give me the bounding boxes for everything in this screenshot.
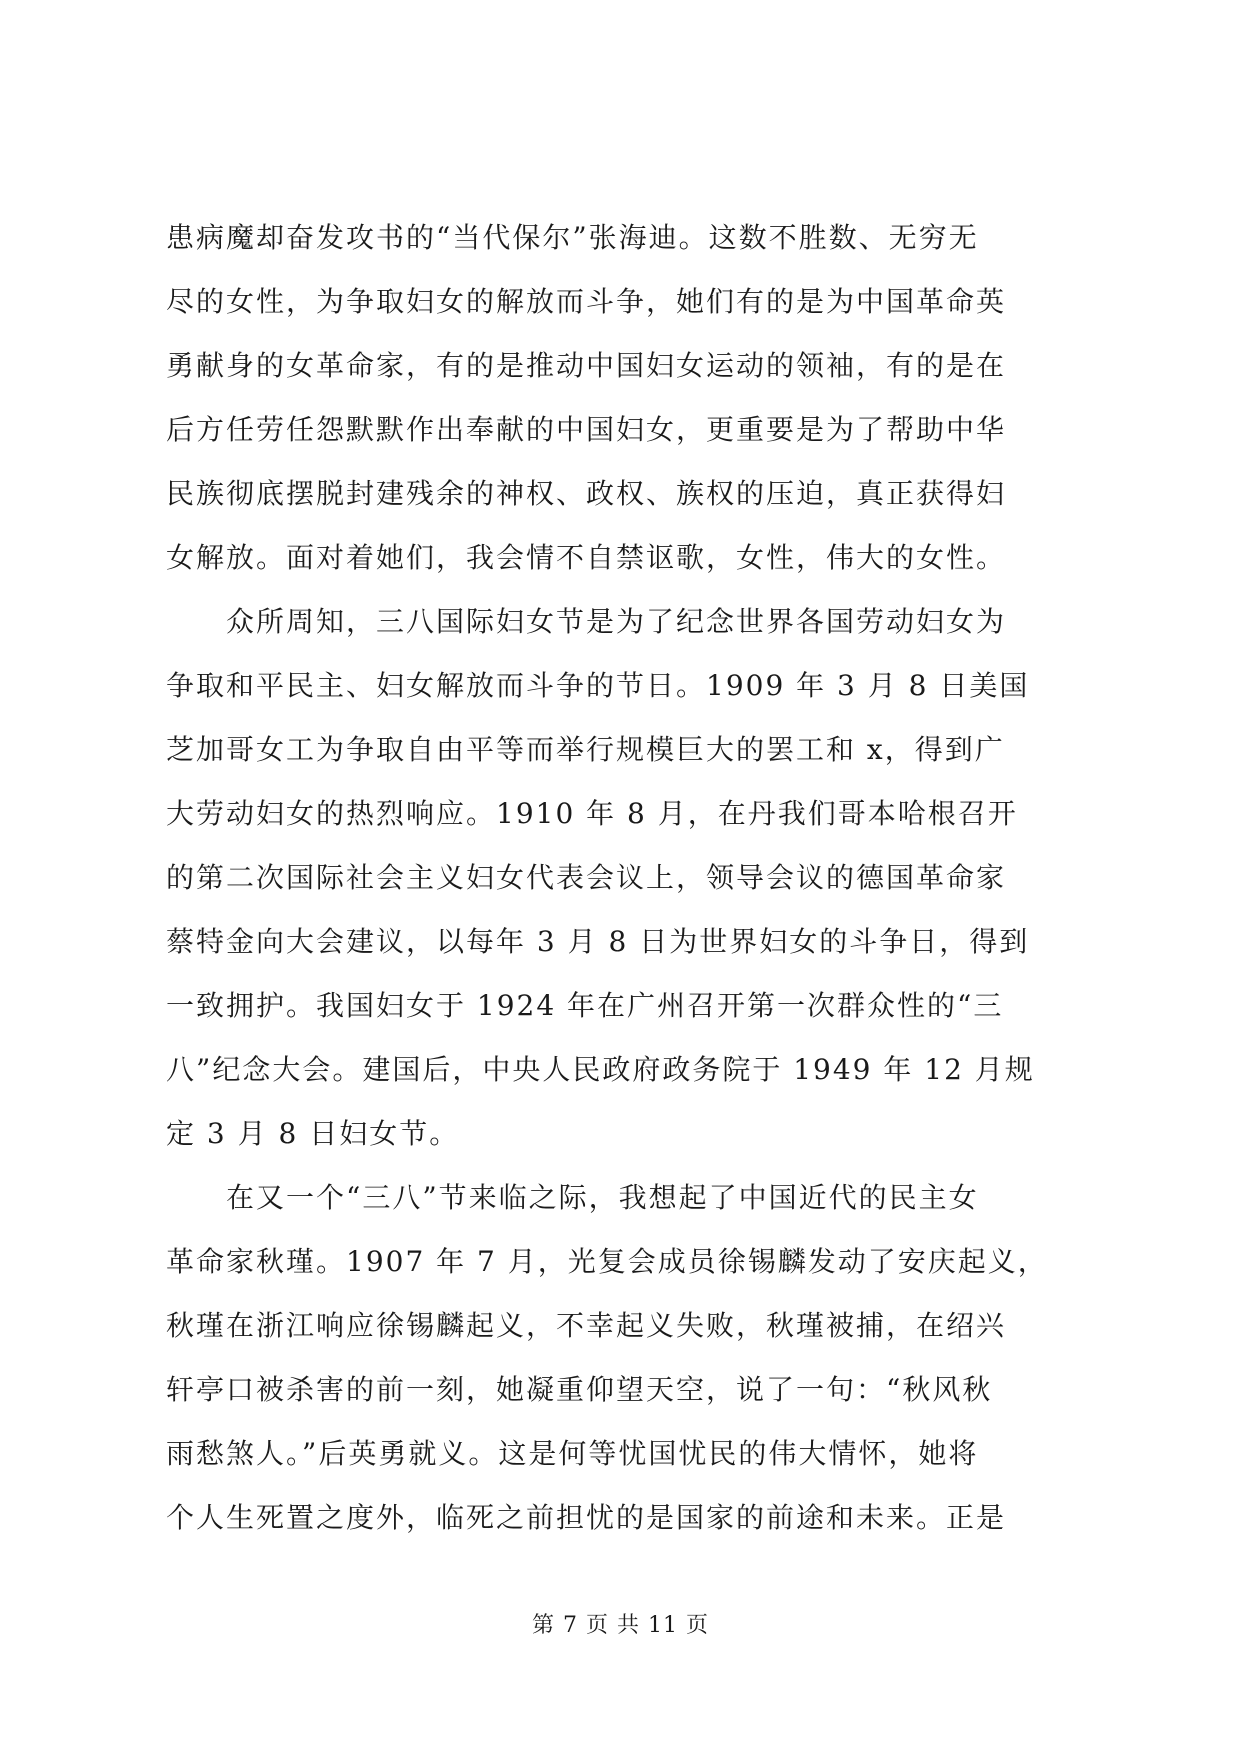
text-line: 患病魔却奋发攻书的“当代保尔”张海迪。这数不胜数、无穷无 (166, 221, 979, 254)
text-line: 秋瑾在浙江响应徐锡麟起义，不幸起义失败，秋瑾被捕，在绍兴 (166, 1309, 1007, 1342)
text-line: 蔡特金向大会建议，以每年 3 月 8 日为世界妇女的斗争日，得到 (166, 925, 1030, 958)
text-line: 八”纪念大会。建国后，中央人民政府政务院于 1949 年 12 月规 (166, 1053, 1035, 1086)
text-line: 的第二次国际社会主义妇女代表会议上，领导会议的德国革命家 (166, 861, 1007, 894)
text-line: 尽的女性，为争取妇女的解放而斗争，她们有的是为中国革命英 (166, 285, 1007, 318)
text-line: 定 3 月 8 日妇女节。 (166, 1117, 460, 1150)
text-line: 轩亭口被杀害的前一刻，她凝重仰望天空，说了一句：“秋风秋 (166, 1373, 993, 1406)
text-line: 芝加哥女工为争取自由平等而举行规模巨大的罢工和 x，得到广 (166, 733, 1005, 766)
text-line: 女解放。面对着她们，我会情不自禁讴歌，女性，伟大的女性。 (166, 541, 1007, 574)
page-footer: 第 7 页 共 11 页 (532, 1613, 709, 1638)
text-line: 一致拥护。我国妇女于 1924 年在广州召开第一次群众性的“三 (166, 989, 1004, 1022)
text-line: 争取和平民主、妇女解放而斗争的节日。1909 年 3 月 8 日美国 (166, 669, 1030, 702)
text-line: 革命家秋瑾。1907 年 7 月，光复会成员徐锡麟发动了安庆起义， (166, 1245, 1048, 1278)
text-line: 雨愁煞人。”后英勇就义。这是何等忧国忧民的伟大情怀，她将 (166, 1437, 979, 1470)
text-line: 众所周知，三八国际妇女节是为了纪念世界各国劳动妇女为 (166, 605, 1007, 638)
text-line: 大劳动妇女的热烈响应。1910 年 8 月，在丹我们哥本哈根召开 (166, 797, 1018, 830)
text-line: 民族彻底摆脱封建残余的神权、政权、族权的压迫，真正获得妇 (166, 477, 1007, 510)
text-line: 勇献身的女革命家，有的是推动中国妇女运动的领袖，有的是在 (166, 349, 1007, 382)
text-line: 后方任劳任怨默默作出奉献的中国妇女，更重要是为了帮助中华 (166, 413, 1007, 446)
text-line: 个人生死置之度外，临死之前担忧的是国家的前途和未来。正是 (166, 1501, 1007, 1534)
text-line: 在又一个“三八”节来临之际，我想起了中国近代的民主女 (166, 1181, 979, 1214)
body-text (166, 206, 1076, 1550)
